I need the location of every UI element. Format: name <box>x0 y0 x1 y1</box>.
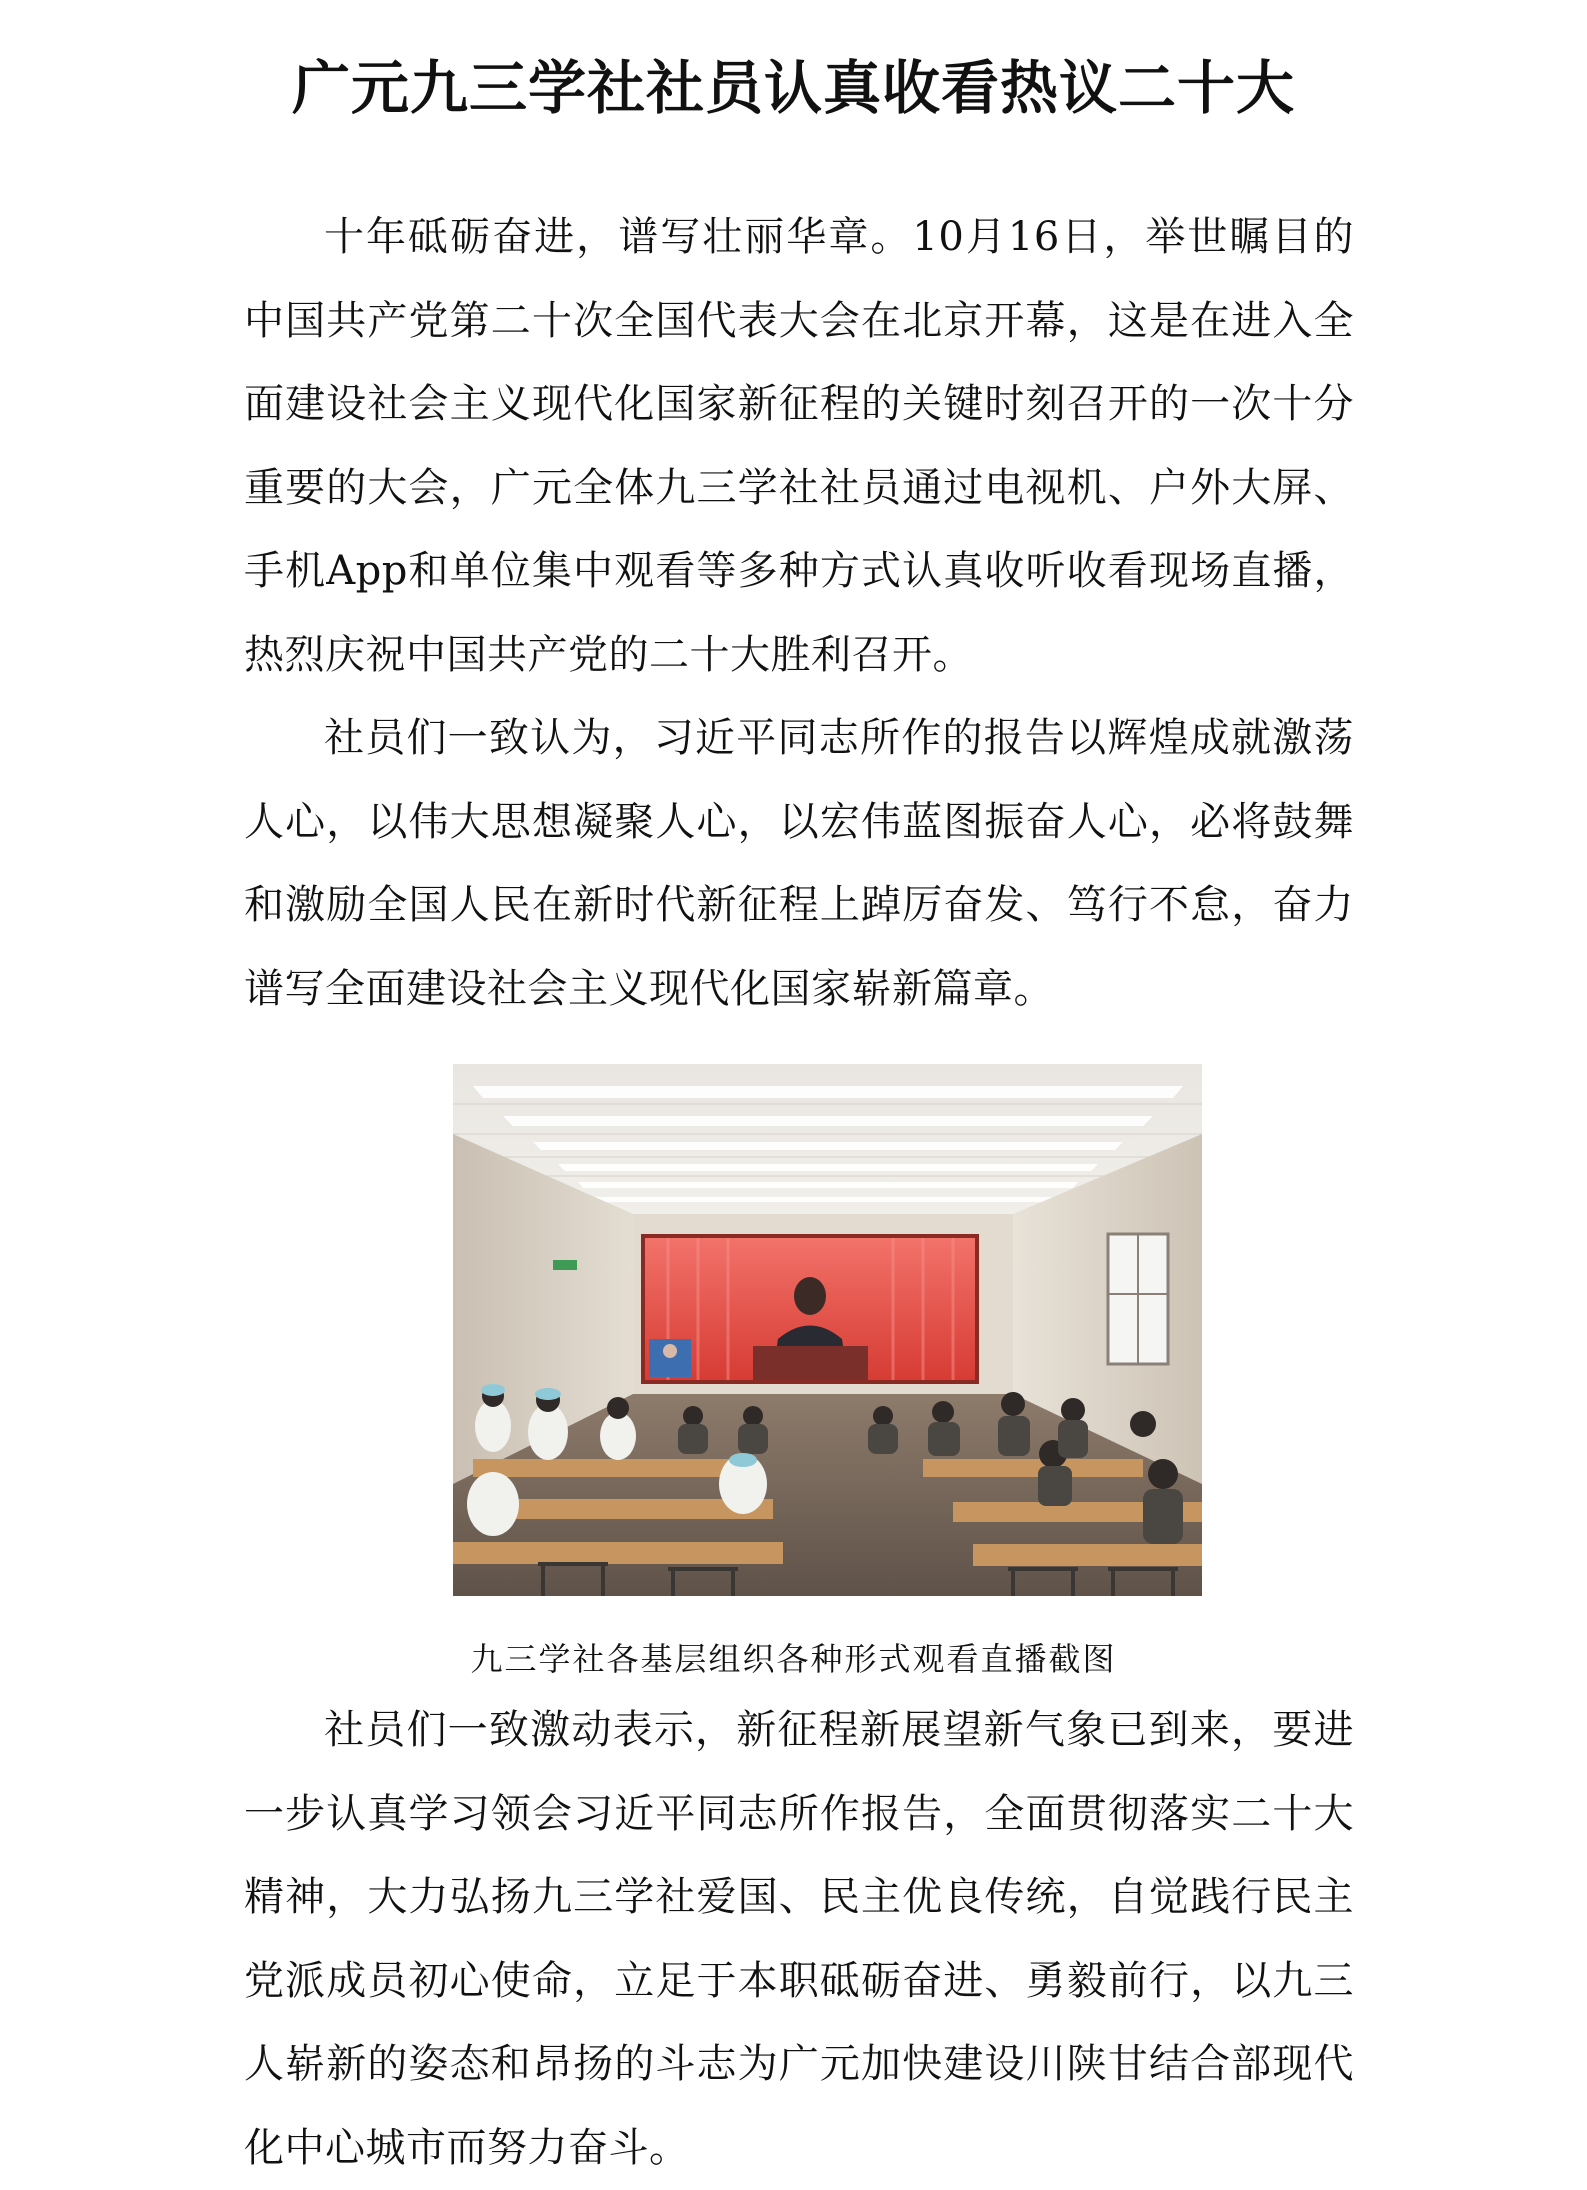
figure-caption: 九三学社各基层组织各种形式观看直播截图 <box>470 1640 1117 1678</box>
paragraph-2: 社员们一致认为，习近平同志所作的报告以辉煌成就激荡人心，以伟大思想凝聚人心，以宏伟蓝图振奋人心，必将鼓舞和激励全国人民在新时代新征程上踔厉奋发、笃行不怠，奋力谱写全面建设社会主义现代化国家崭新篇章。 <box>244 715 1354 1012</box>
article-title: 广元九三学社社员认真收看热议二十大 <box>291 53 1295 122</box>
article-body-top <box>244 196 1354 1031</box>
paragraph-3: 社员们一致激动表示，新征程新展望新气象已到来，要进一步认真学习领会习近平同志所作报告，全面贯彻落实二十大精神，大力弘扬九三学社爱国、民主优良传统，自觉践行民主党派成员初心使命，立足于本职砥砺奋进、勇毅前行，以九三人崭新的姿态和昂扬的斗志为广元加快建设川陕甘结合部现代化中心城市而努力奋斗。 <box>244 1707 1354 2171</box>
paragraph-1: 十年砥砺奋进，谱写壮丽华章。10月16日，举世瞩目的中国共产党第二十次全国代表大会在北京开幕，这是在进入全面建设社会主义现代化国家新征程的关键时刻召开的一次十分重要的大会，广元全体九三学社社员通过电视机、户外大屏、手机App和单位集中观看等多种方式认真收听收看现场直播，热烈庆祝中国共产党的二十大胜利召开。 <box>244 214 1354 678</box>
article-body-bottom <box>244 1689 1354 2190</box>
livestream-photo <box>453 1064 1202 1596</box>
